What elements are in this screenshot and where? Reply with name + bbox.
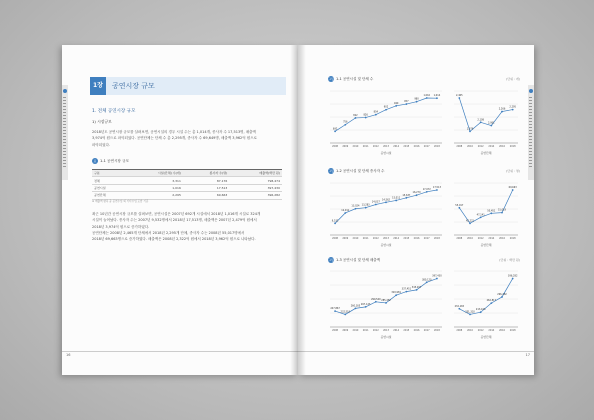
data-point <box>416 289 418 291</box>
data-point <box>375 204 377 206</box>
tick-label: 2013 <box>383 145 389 148</box>
tick-label: 2017 <box>423 237 430 240</box>
data-label: 396,282 <box>507 274 518 278</box>
table-note: ※ 매출액 항목 중 공연수입 외 기타수입 포함 기준 <box>92 200 149 203</box>
data-label: 2,465 <box>456 94 463 97</box>
tick-label: 2016 <box>413 329 420 332</box>
data-label: 260,305 <box>350 304 361 308</box>
axis-label: 공연시설 <box>380 335 392 339</box>
tick-label: 2012 <box>372 237 379 240</box>
table-header-cell: 구분 <box>92 170 125 177</box>
data-point <box>385 109 387 111</box>
data-label: 1,976 <box>466 127 474 131</box>
axis-label: 공연시설 <box>380 151 392 155</box>
figure-3-caption <box>328 257 380 263</box>
tick-label: 2010 <box>352 329 359 332</box>
figure-1-chart <box>326 85 522 161</box>
para-line: 최근 10년간 공연시장 규모를 살펴보면, 공연시설은 2007년 692개 시설에서 2018년 1,016개 시설로 324개 <box>92 212 261 216</box>
table-row <box>92 184 282 191</box>
tick-label: 2014 <box>393 329 400 332</box>
data-point <box>480 311 482 313</box>
table-cell: 798,474 <box>229 177 282 184</box>
footer-rule <box>298 351 534 352</box>
table-badge: 표 <box>93 159 97 163</box>
data-label: 15,637 <box>402 193 411 197</box>
tick-label: 2015 <box>403 329 410 332</box>
data-point <box>395 200 397 202</box>
axis-label: 공연시설 <box>380 243 392 247</box>
table-cell: 공연시설 <box>92 184 125 191</box>
data-point <box>458 97 460 99</box>
table-cell: 396,282 <box>229 192 282 199</box>
data-point <box>426 191 428 193</box>
series-line <box>459 279 512 315</box>
data-point <box>480 216 482 218</box>
tick-label: 2011 <box>362 145 369 148</box>
data-label: 13,024 <box>351 204 360 208</box>
data-point <box>355 208 357 210</box>
data-point <box>501 111 503 113</box>
data-label: 940 <box>393 101 399 105</box>
tick-label: 2016 <box>499 329 505 332</box>
data-point <box>334 130 336 132</box>
figure-title: 1-2 공연시설 및 단체 종사자 수 <box>336 169 385 173</box>
table-cell: 공연단체 <box>92 192 125 199</box>
table-cell: 전체 <box>92 177 125 184</box>
para-line: 2018년 69,663명으로 증가하였다. 매출액은 2008년 2,322억 원에서 2018년 3,962억 원으로 나타났다. <box>92 237 256 242</box>
data-label: 2,295 <box>509 105 516 109</box>
data-label: 232,519 <box>340 310 351 314</box>
data-label: 756 <box>343 120 348 124</box>
tick-label: 2010 <box>352 237 359 240</box>
table-caption <box>92 158 129 164</box>
data-label: 822 <box>353 113 358 117</box>
data-label: 50,451 <box>487 209 496 213</box>
tick-label: 2008 <box>456 329 463 332</box>
tick-label: 2013 <box>383 237 389 240</box>
data-point <box>490 125 492 127</box>
data-label: 14,562 <box>381 198 391 202</box>
data-point <box>426 97 428 99</box>
data-point <box>344 314 346 316</box>
data-label: 1,016 <box>423 94 431 97</box>
data-label: 267,123 <box>360 302 371 306</box>
data-label: 17,513 <box>432 186 441 189</box>
tick-label: 2012 <box>477 329 484 332</box>
section-title: 1. 전체 공연시장 규모 <box>92 109 136 114</box>
tick-label: 2018 <box>509 145 516 148</box>
data-point <box>512 189 514 191</box>
tick-label: 2016 <box>499 237 505 240</box>
figure-badge: 그림 <box>328 258 334 262</box>
data-label: 296,282 <box>497 292 507 296</box>
data-point <box>395 105 397 107</box>
table-cell: 397,430 <box>229 184 282 191</box>
data-label: 213,426 <box>475 308 486 312</box>
data-label: 345,207 <box>411 285 422 289</box>
data-label: 14,037 <box>371 200 380 204</box>
tick-label: 2008 <box>332 237 339 240</box>
data-label: 69,663 <box>508 186 517 189</box>
table-cell: 2,295 <box>125 192 183 199</box>
axis-label: 공연단체 <box>480 335 492 339</box>
data-label: 290,540 <box>371 297 381 301</box>
figure-title: 1-1 공연시설 및 단체 수 <box>336 77 374 81</box>
data-point <box>469 314 471 316</box>
tick-label: 2014 <box>488 237 495 240</box>
table-cell: 1,016 <box>125 184 183 191</box>
tick-label: 2010 <box>467 145 473 148</box>
data-label: 285,452 <box>381 298 391 302</box>
data-point <box>469 222 471 224</box>
data-point <box>458 308 460 310</box>
tick-label: 2018 <box>509 237 516 240</box>
intro-paragraph <box>92 129 282 148</box>
data-label: 380,120 <box>421 278 432 282</box>
data-label: 826 <box>363 113 368 117</box>
footer-rule <box>62 351 298 352</box>
data-point <box>395 294 397 296</box>
tick-label: 2018 <box>433 145 440 148</box>
data-label: 201,310 <box>465 310 475 314</box>
tick-label: 2012 <box>372 329 379 332</box>
tick-label: 2011 <box>362 237 369 240</box>
data-label: 51,019 <box>497 208 507 212</box>
data-label: 957 <box>404 100 409 104</box>
data-point <box>512 278 514 280</box>
tick-label: 2016 <box>413 145 420 148</box>
data-label: 692 <box>332 127 338 131</box>
series-line <box>459 98 512 131</box>
figure-2-caption <box>328 168 384 174</box>
left-page-number: 16 <box>66 353 71 357</box>
table-cell: 87,176 <box>183 177 229 184</box>
data-point <box>365 306 367 308</box>
right-side-tab <box>528 85 534 180</box>
tick-label: 2014 <box>393 145 400 148</box>
data-label: 1,014 <box>433 94 441 98</box>
data-point <box>416 194 418 196</box>
data-point <box>490 302 492 304</box>
data-point <box>334 310 336 312</box>
para-line: 시설이 늘어났다. 종사자 수는 2007년 9,532명에서 2018년 17,513명, 매출액은 2007년 2,479억 원에서 <box>92 218 257 223</box>
data-point <box>501 296 503 298</box>
side-tab-marker <box>63 89 67 93</box>
tick-label: 2010 <box>467 329 473 332</box>
data-label: 15,011 <box>392 196 401 200</box>
data-point <box>501 212 503 214</box>
para-line: 2018년도 공연시장 규모를 살펴보면, 공연시설의 경우 시설 수는 총 1,014개, 종사자 수 17,513명, 매출액 <box>92 130 256 134</box>
side-tab-marker <box>529 89 533 93</box>
tick-label: 2008 <box>456 237 463 240</box>
data-point <box>375 114 377 116</box>
left-side-tab <box>62 85 68 180</box>
side-tab-lines <box>63 97 66 167</box>
chapter-number: 1장 <box>90 77 106 95</box>
tick-label: 2011 <box>362 329 369 332</box>
data-point <box>458 207 460 209</box>
data-point <box>436 97 438 99</box>
tick-label: 2015 <box>403 145 410 148</box>
book-gutter <box>290 45 306 375</box>
data-point <box>355 117 357 119</box>
data-point <box>436 189 438 191</box>
data-point <box>365 117 367 119</box>
data-label: 232,165 <box>454 304 465 308</box>
tick-label: 2009 <box>342 237 349 240</box>
data-label: 247,867 <box>330 307 340 311</box>
data-point <box>436 278 438 280</box>
figure-1-caption <box>328 76 373 82</box>
data-point <box>344 124 346 126</box>
data-point <box>512 109 514 111</box>
figure-unit: (단위 : 개) <box>506 77 520 81</box>
data-label: 42,221 <box>465 219 475 223</box>
data-point <box>355 307 357 309</box>
figure-title: 1-3 공연시설 및 단체 매출액 <box>336 258 380 262</box>
data-label: 397,430 <box>432 274 442 278</box>
para-line: 3,974억 원으로 파악되었다. 공연단체는 단체 수 총 2,295개, 종사자 수 69,649명, 매출액 3,962억 원으로 <box>92 136 257 141</box>
data-point <box>344 212 346 214</box>
data-point <box>426 281 428 283</box>
data-point <box>334 222 336 224</box>
data-label: 16,270 <box>412 191 421 195</box>
tick-label: 2009 <box>342 329 349 332</box>
left-page <box>62 45 298 375</box>
table-header-cell: 시설(단체) 수(개) <box>125 170 183 177</box>
tick-label: 2010 <box>467 237 473 240</box>
subsection-title: 1) 시장규모 <box>92 119 112 124</box>
figure-unit: (단위 : 백만 원) <box>499 258 520 262</box>
data-label: 2,266 <box>498 107 506 111</box>
data-point <box>385 302 387 304</box>
data-label: 13,283 <box>361 203 370 207</box>
data-label: 337,451 <box>401 287 412 291</box>
data-label: 17,072 <box>422 187 431 191</box>
data-point <box>365 207 367 209</box>
tick-label: 2008 <box>332 329 339 332</box>
right-page-number: 17 <box>525 353 530 357</box>
tick-label: 2008 <box>332 145 339 148</box>
chapter-title: 공연시장 규모 <box>112 82 155 90</box>
figure-badge: 그림 <box>328 77 334 81</box>
table-header-row <box>92 170 282 177</box>
table-cell: 17,513 <box>183 184 229 191</box>
axis-label: 공연단체 <box>480 243 492 247</box>
tick-label: 2014 <box>488 329 495 332</box>
tick-label: 2012 <box>372 145 379 148</box>
tick-label: 2013 <box>383 329 389 332</box>
para-line: 2018년 3,974억 원으로 증가하였다. <box>92 224 150 229</box>
data-label: 12,011 <box>341 208 350 212</box>
data-label: 47,141 <box>476 213 485 217</box>
table-row <box>92 192 282 199</box>
data-point <box>469 130 471 132</box>
tick-label: 2012 <box>477 237 484 240</box>
tick-label: 2017 <box>423 329 430 332</box>
data-point <box>405 103 407 105</box>
trend-paragraph <box>92 211 282 242</box>
market-size-table <box>92 169 282 200</box>
table-title: 1-1 공연시장 규모 <box>100 159 129 163</box>
tick-label: 2016 <box>499 145 505 148</box>
figure-3-chart <box>326 265 522 345</box>
data-label: 2,061 <box>488 121 495 125</box>
tick-label: 2012 <box>477 145 484 148</box>
para-line: 파악되었다. <box>92 142 111 147</box>
para-line: 공연단체는 2008년 2,465개 단체에서 2018년 2,295개 단체, 종사자 수는 2008년 55,017명에서 <box>92 230 245 235</box>
data-point <box>405 291 407 293</box>
data-label: 902 <box>383 105 389 109</box>
figure-2-chart <box>326 177 522 253</box>
tick-label: 2018 <box>509 329 516 332</box>
data-label: 854 <box>373 110 379 114</box>
chapter-banner <box>90 77 286 95</box>
data-label: 55,017 <box>455 203 464 207</box>
data-point <box>385 201 387 203</box>
data-label: 262,817 <box>486 299 497 303</box>
table-header-cell: 매출액(백만 원) <box>229 170 282 177</box>
data-point <box>480 121 482 123</box>
table-cell: 69,663 <box>183 192 229 199</box>
tick-label: 2009 <box>342 145 349 148</box>
data-label: 980 <box>414 97 419 101</box>
table-row <box>92 177 282 184</box>
data-point <box>375 301 377 303</box>
tick-label: 2018 <box>433 329 440 332</box>
data-label: 9,532 <box>331 219 339 223</box>
side-tab-lines <box>529 97 532 167</box>
tick-label: 2017 <box>423 145 430 148</box>
data-label: 2,108 <box>477 118 484 122</box>
data-point <box>405 197 407 199</box>
series-line <box>459 190 512 223</box>
tick-label: 2008 <box>456 145 463 148</box>
data-point <box>416 101 418 103</box>
tick-label: 2018 <box>433 237 440 240</box>
tick-label: 2016 <box>413 237 420 240</box>
series-line <box>332 98 437 131</box>
tick-label: 2015 <box>403 237 410 240</box>
series-line <box>335 279 437 315</box>
right-page <box>298 45 534 375</box>
figure-unit: (단위 : 명) <box>506 169 520 173</box>
table-header-cell: 종사자 수(명) <box>183 170 229 177</box>
table-cell: 3,311 <box>125 177 183 184</box>
data-point <box>490 212 492 214</box>
tick-label: 2014 <box>488 145 495 148</box>
data-label: 320,981 <box>391 291 401 295</box>
axis-label: 공연단체 <box>480 151 492 155</box>
figure-badge: 그림 <box>328 169 334 173</box>
tick-label: 2010 <box>352 145 359 148</box>
tick-label: 2014 <box>393 237 400 240</box>
